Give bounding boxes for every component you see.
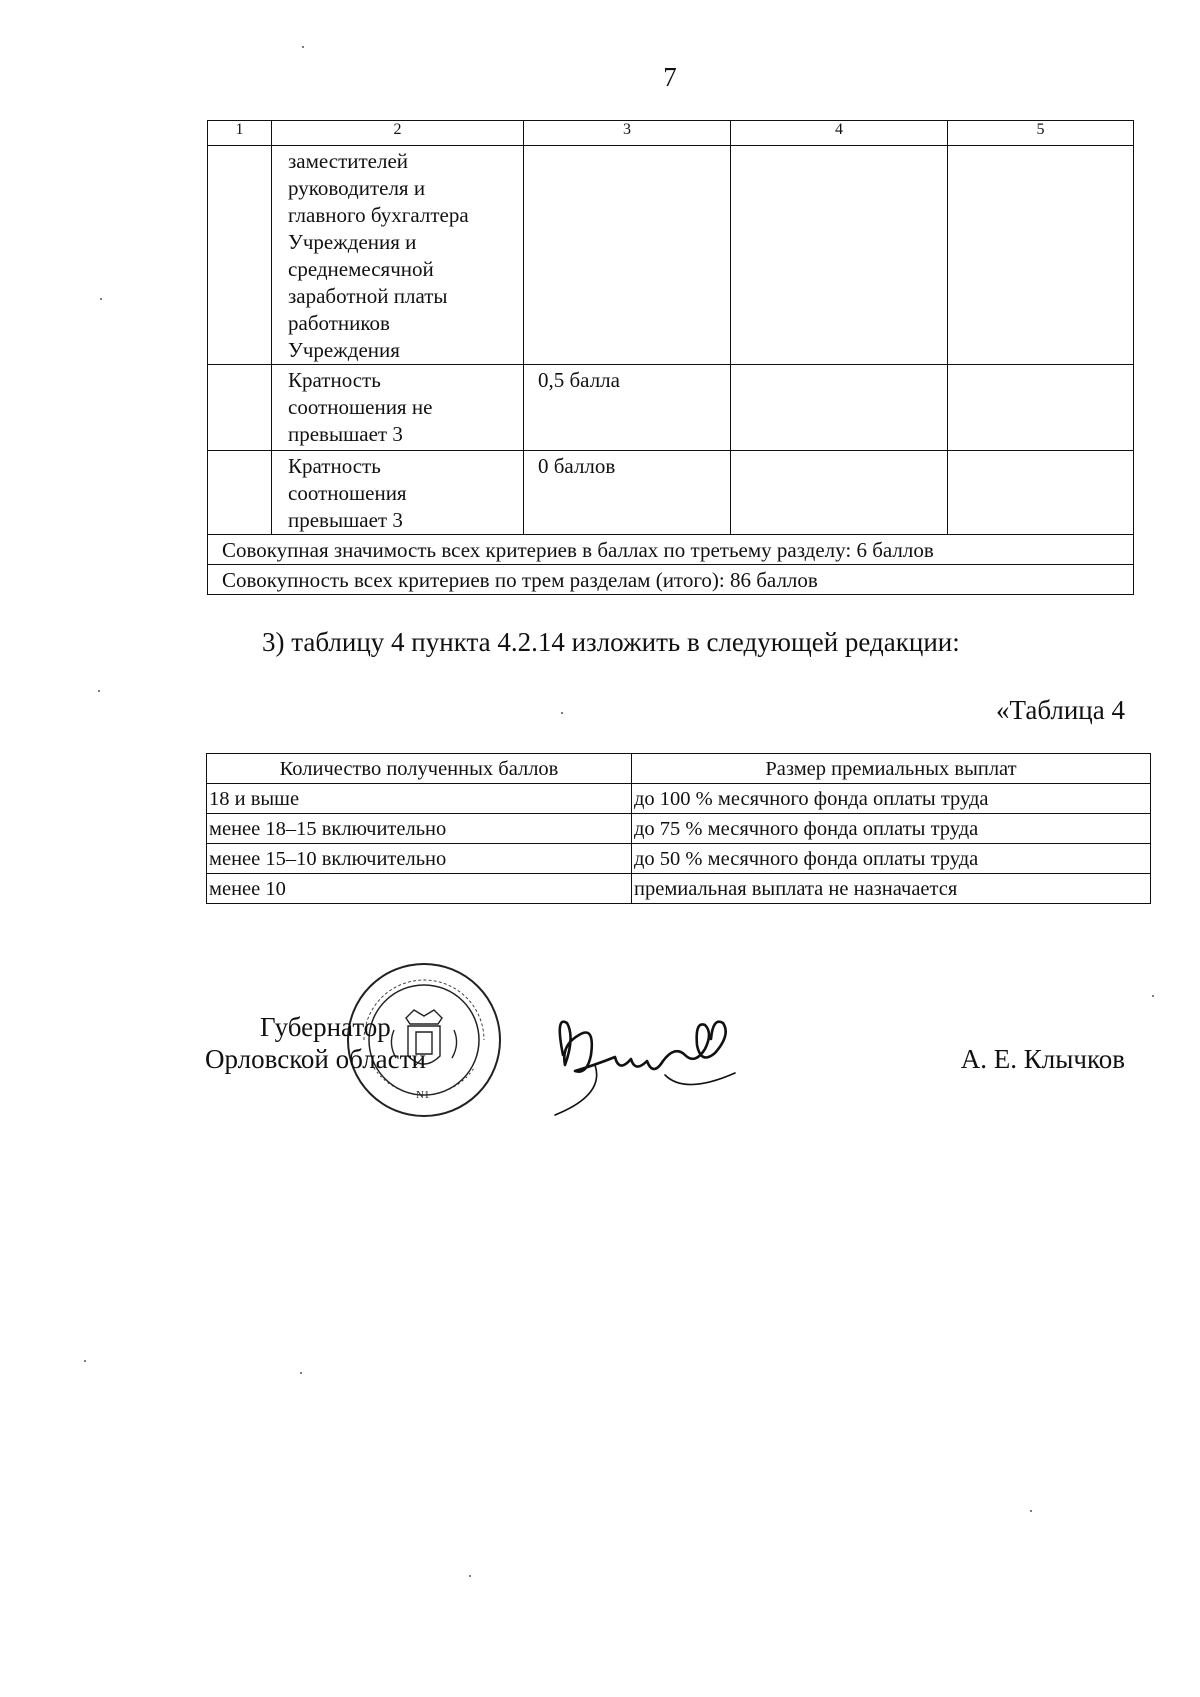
table-header-row	[208, 121, 1134, 146]
table-cell	[731, 451, 948, 535]
points-range: менее 10	[207, 874, 632, 904]
svg-text:N: N	[416, 1089, 424, 1101]
criterion-text: Кратность соотношения не превышает 3	[272, 365, 524, 451]
points-range: менее 18–15 включительно	[207, 814, 632, 844]
table-cell	[208, 146, 272, 365]
points-value: 0 баллов	[524, 451, 731, 535]
scan-speck	[300, 1372, 302, 1374]
table-cell	[731, 146, 948, 365]
scan-speck	[1030, 1510, 1032, 1512]
column-number: 5	[948, 121, 1134, 146]
table-cell	[948, 365, 1134, 451]
scan-speck	[469, 1575, 471, 1577]
page-number: 7	[663, 62, 677, 92]
table-row	[207, 784, 1151, 814]
svg-text:1: 1	[424, 1089, 430, 1101]
bonus-amount: до 50 % месячного фонда оплаты труда	[632, 844, 1151, 874]
table-row	[208, 146, 1134, 365]
table-cell	[948, 146, 1134, 365]
scan-speck	[84, 1360, 86, 1362]
table-row	[207, 844, 1151, 874]
total-summary: Совокупность всех критериев по трем разделам (итого): 86 баллов	[208, 565, 1134, 595]
signatory-name: А. Е. Клычков	[960, 1044, 1125, 1074]
table-caption: «Таблица 4	[996, 695, 1125, 725]
table-header-row	[207, 754, 1151, 784]
points-value	[524, 146, 731, 365]
scan-speck	[98, 690, 100, 692]
criterion-text: Кратность соотношения превышает 3	[272, 451, 524, 535]
table-cell	[208, 365, 272, 451]
amendment-paragraph: 3) таблицу 4 пункта 4.2.14 изложить в следующей редакции:	[262, 627, 960, 657]
points-range: 18 и выше	[207, 784, 632, 814]
column-header: Количество полученных баллов	[207, 754, 632, 784]
table-row	[207, 814, 1151, 844]
summary-row	[208, 565, 1134, 595]
table-cell	[948, 451, 1134, 535]
signature-title-line: Губернатор	[260, 1012, 391, 1042]
summary-row	[208, 535, 1134, 565]
column-number: 2	[272, 121, 524, 146]
points-range: менее 15–10 включительно	[207, 844, 632, 874]
table-row	[207, 874, 1151, 904]
signature-title-line: Орловской области	[205, 1044, 426, 1074]
section-summary: Совокупная значимость всех критериев в баллах по третьему разделу: 6 баллов	[208, 535, 1134, 565]
bonus-amount: премиальная выплата не назначается	[632, 874, 1151, 904]
table-row	[208, 451, 1134, 535]
bonus-table	[206, 753, 1151, 904]
scan-speck	[561, 712, 563, 714]
table-cell	[731, 365, 948, 451]
criteria-table	[207, 120, 1134, 595]
handwritten-signature	[535, 995, 755, 1125]
table-row	[208, 365, 1134, 451]
bonus-amount: до 100 % месячного фонда оплаты труда	[632, 784, 1151, 814]
scan-speck	[1152, 995, 1154, 997]
points-value: 0,5 балла	[524, 365, 731, 451]
criterion-text: заместителей руководителя и главного бухгалтера Учреждения и среднемесячной заработной платы работников Учреждения	[272, 146, 524, 365]
bonus-amount: до 75 % месячного фонда оплаты труда	[632, 814, 1151, 844]
scan-speck	[302, 46, 304, 48]
column-number: 4	[731, 121, 948, 146]
table-cell	[208, 451, 272, 535]
signature-title	[205, 1011, 426, 1075]
column-number: 1	[208, 121, 272, 146]
scan-speck	[100, 298, 102, 300]
column-number: 3	[524, 121, 731, 146]
column-header: Размер премиальных выплат	[632, 754, 1151, 784]
